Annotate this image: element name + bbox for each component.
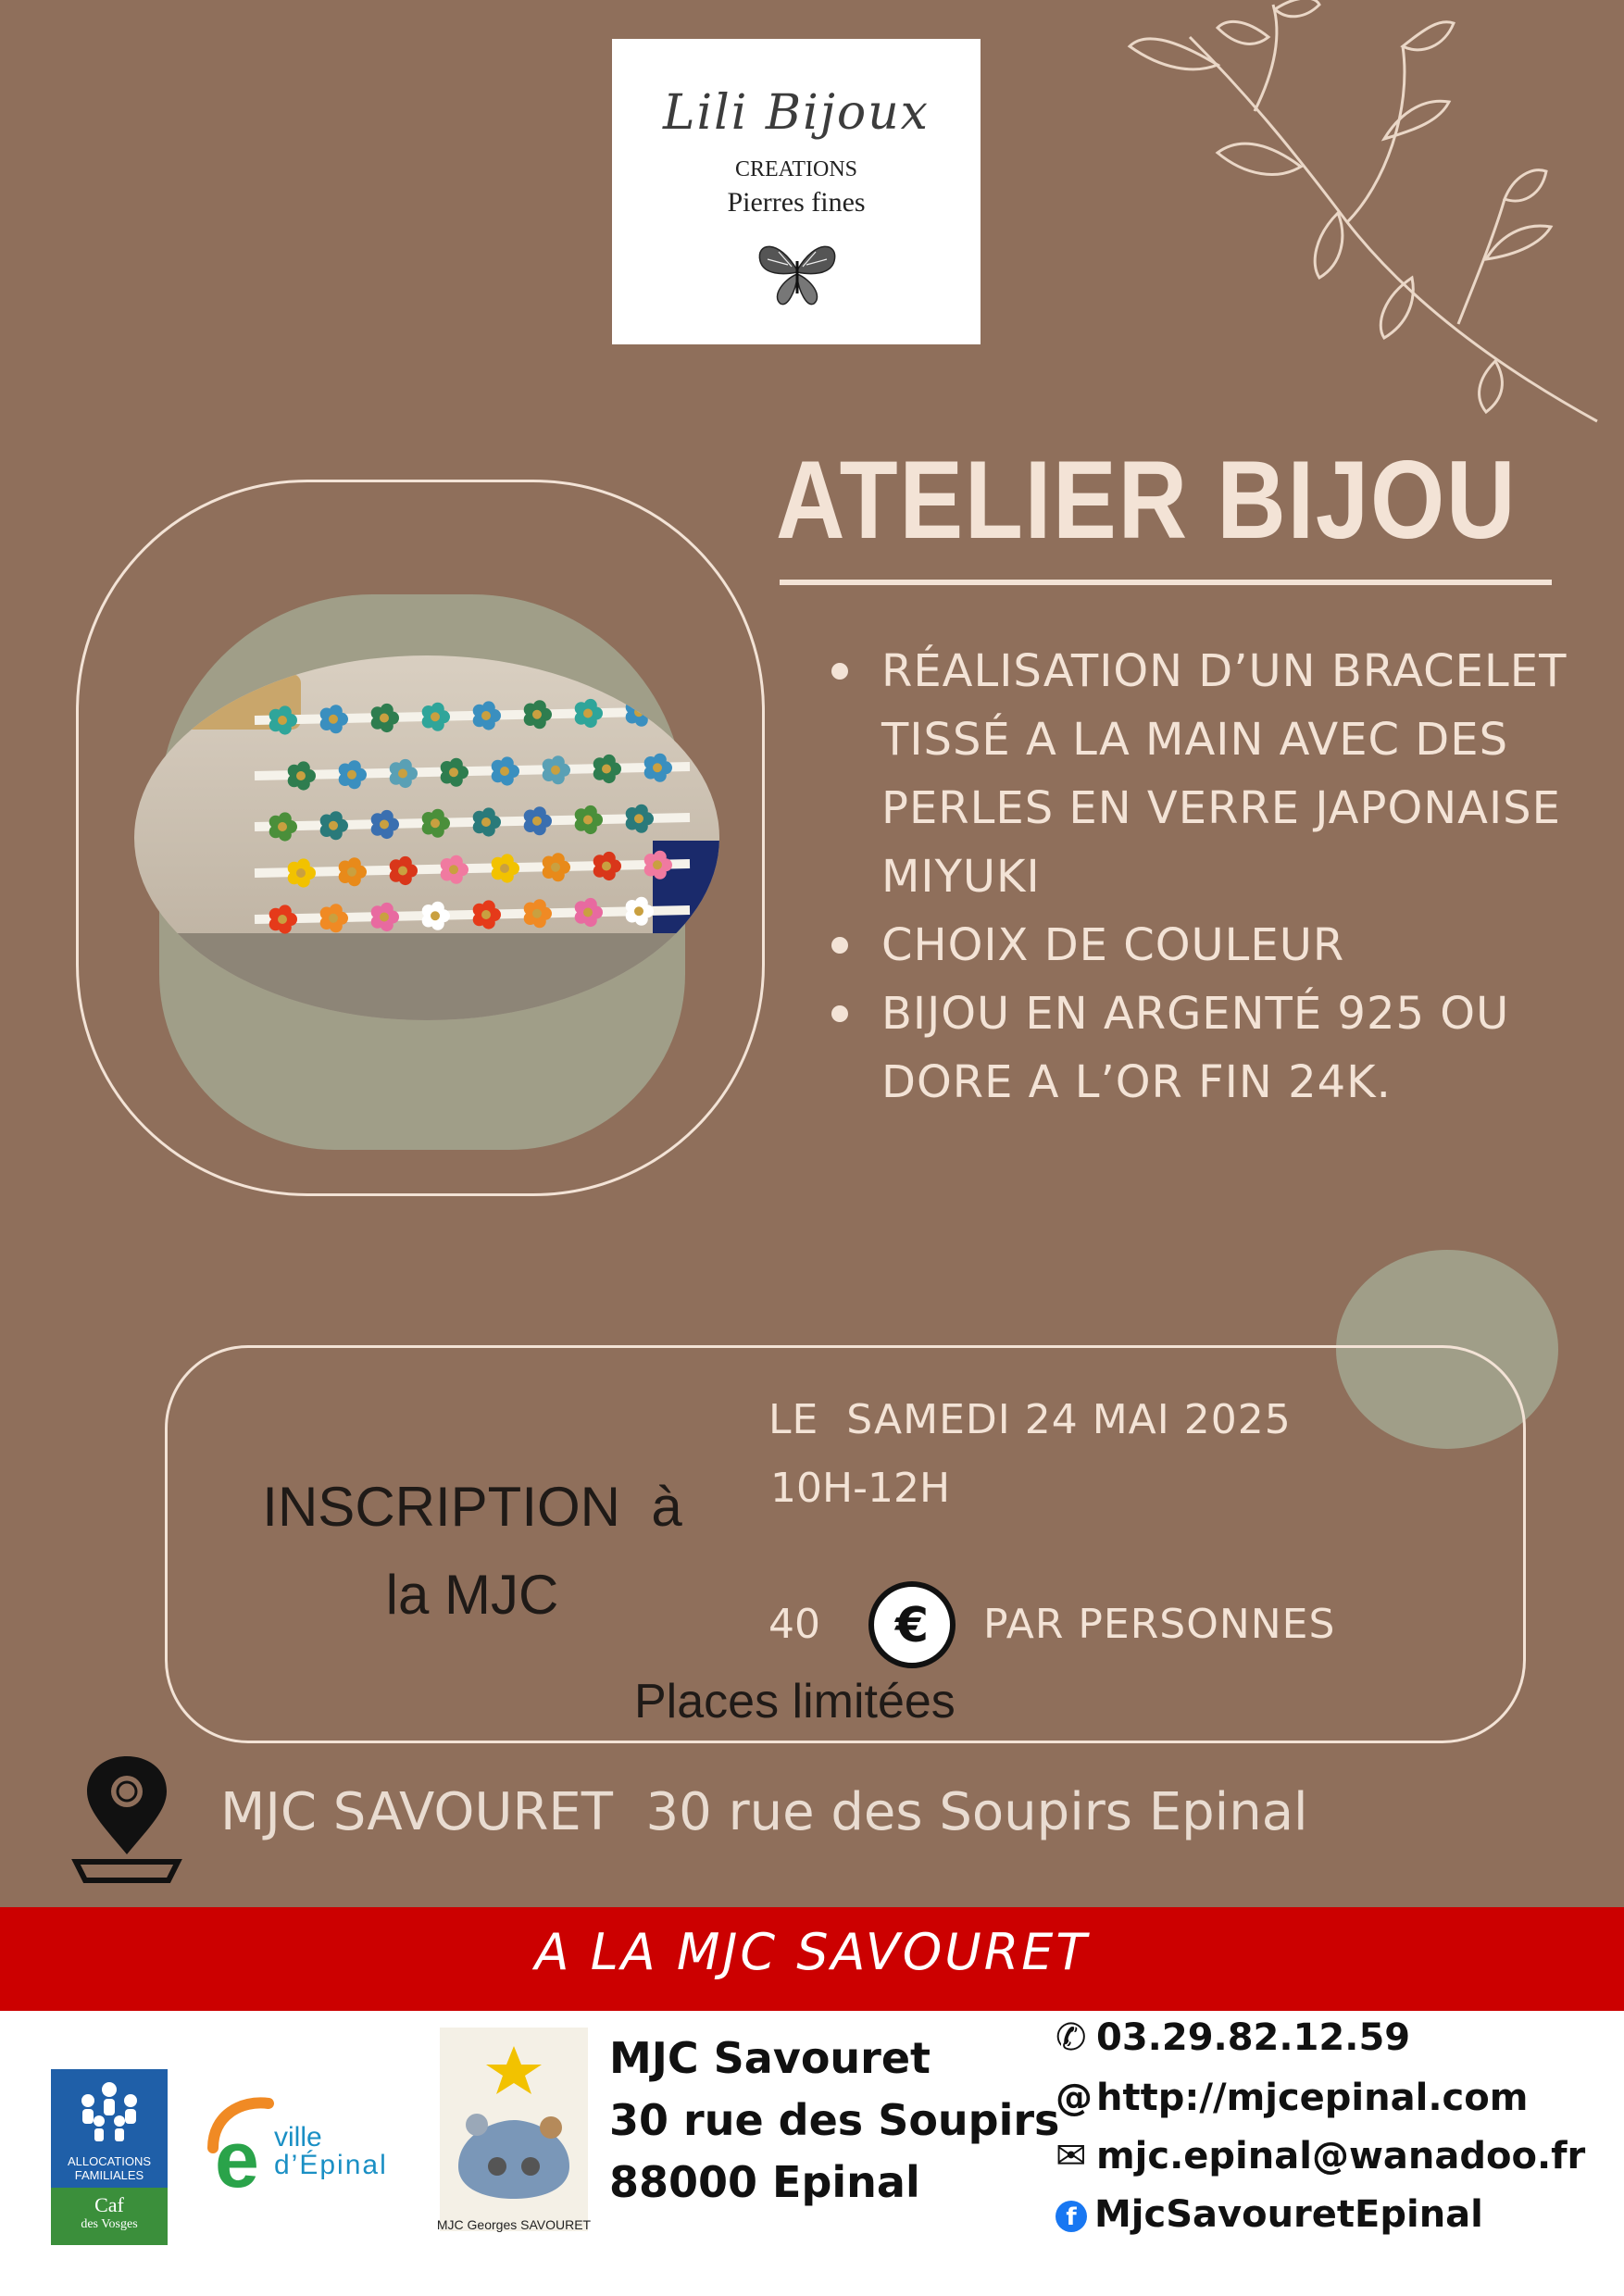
contact-city: 88000 Epinal xyxy=(609,2157,920,2207)
contact-email-link[interactable] xyxy=(1056,2135,1585,2177)
event-price: 40 xyxy=(768,1601,820,1648)
email-address: mjc.epinal@wanadoo.fr xyxy=(1096,2135,1586,2177)
caf-logo xyxy=(51,2069,168,2245)
logo-subtitle: Pierres fines xyxy=(727,187,866,218)
feature-item xyxy=(824,911,1583,980)
phone-number: 03.29.82.12.59 xyxy=(1096,2016,1411,2059)
venue-address: MJC SAVOURET 30 rue des Soupirs Epinal xyxy=(220,1782,1308,1842)
euro-icon xyxy=(861,1578,963,1671)
contact-facebook-link[interactable] xyxy=(1056,2193,1483,2236)
logo-creations: CREATIONS xyxy=(734,157,857,181)
contact-website-link[interactable] xyxy=(1056,2077,1528,2119)
caf-people-icon xyxy=(51,2069,168,2152)
contact-phone[interactable] xyxy=(1056,2016,1410,2059)
venue-banner-text: A LA MJC SAVOURET xyxy=(534,1923,1090,1981)
epinal-logo-line-2: d’Épinal xyxy=(274,2150,388,2180)
bracelet-photo xyxy=(134,655,719,1020)
logo-script-name: Lili Bijoux xyxy=(662,85,931,141)
feature-text: RÉALISATION D’UN BRACELET TISSÉ A LA MAIN AVEC DES PERLES EN VERRE JAPONAISE MIYUKI xyxy=(881,645,1568,903)
svg-text:€: € xyxy=(894,1598,930,1653)
lili-bijoux-logo xyxy=(612,39,981,344)
page-title: ATELIER BIJOU xyxy=(776,438,1518,562)
price-unit: PAR PERSONNES xyxy=(983,1601,1336,1648)
inscription-line-1: INSCRIPTION à xyxy=(262,1476,682,1538)
svg-text:e: e xyxy=(215,2115,259,2204)
website-url: http://mjcepinal.com xyxy=(1096,2077,1529,2119)
title-underline xyxy=(780,580,1552,585)
envelope-icon: ✉ xyxy=(1056,2135,1087,2177)
contact-street: 30 rue des Soupirs xyxy=(609,2095,1060,2145)
contact-name: MJC Savouret xyxy=(609,2033,931,2083)
inscription-line-2: la MJC xyxy=(385,1564,559,1626)
event-date: LE SAMEDI 24 MAI 2025 xyxy=(768,1396,1292,1443)
facebook-handle: MjcSavouretEpinal xyxy=(1094,2193,1483,2236)
feature-list xyxy=(824,637,1583,1117)
inscription-text xyxy=(204,1463,741,1639)
phone-icon: ✆ xyxy=(1056,2016,1087,2059)
limited-places: Places limitées xyxy=(634,1675,956,1728)
butterfly-icon xyxy=(751,224,843,317)
feature-text: BIJOU EN ARGENTÉ 925 OU DORE A L’OR FIN 24K. xyxy=(881,988,1510,1108)
epinal-logo-line-1: ville xyxy=(274,2122,322,2152)
at-icon: @ xyxy=(1056,2077,1093,2119)
mjc-savouret-logo xyxy=(440,2028,588,2231)
caf-name-block: Caf des Vosges xyxy=(51,2188,168,2245)
feature-item xyxy=(824,980,1583,1117)
event-hours: 10H-12H xyxy=(770,1465,951,1512)
feature-item xyxy=(824,637,1583,911)
leaf-branch-decoration xyxy=(1106,0,1606,435)
location-pin-icon xyxy=(67,1753,187,1887)
mjc-logo-caption: MJC Georges SAVOURET xyxy=(436,2217,592,2232)
bullet-icon xyxy=(831,663,848,680)
facebook-icon: f xyxy=(1056,2201,1087,2232)
bullet-icon xyxy=(831,1005,848,1022)
caf-label: ALLOCATIONS FAMILIALES xyxy=(67,2154,152,2182)
bullet-icon xyxy=(831,937,848,954)
bracelet-photo-image xyxy=(134,655,719,1020)
feature-text: CHOIX DE COULEUR xyxy=(881,919,1345,971)
